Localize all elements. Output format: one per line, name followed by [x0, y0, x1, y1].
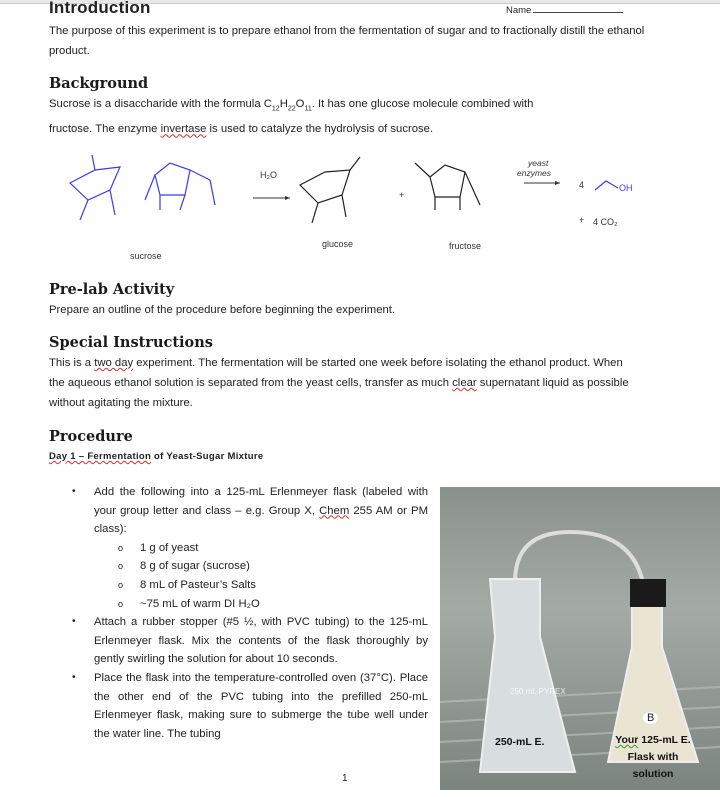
sucrose-structure [70, 155, 215, 220]
flask-photo [440, 487, 720, 790]
photo-caption-right: Your 125-mL E. Flask with solution [615, 734, 691, 780]
plus-sign-2: + [579, 215, 585, 225]
list-item: o 8 mL of Pasteur’s Salts [118, 576, 428, 595]
water-label: H₂O [260, 170, 277, 180]
special-heading: Special Instructions [49, 334, 213, 351]
procedure-heading: Procedure [49, 428, 133, 445]
list-item: o ~75 mL of warm DI H₂O [118, 595, 428, 614]
ethanol-coefficient: 4 [579, 180, 585, 190]
spellcheck-word: invertase [160, 123, 207, 136]
yeast-label: yeast [528, 158, 549, 168]
fructose-structure [415, 163, 480, 210]
list-item: • Add the following into a 125-mL Erlenmeyer flask (labeled with your group letter and class – e.g. Group X, Chem 255 AM or PM class): o 1 g of yeast o 8 g of sugar (sucrose) o 8 mL of Pasteur’s Salts o ~75 mL of warm DI H₂O [72, 483, 428, 613]
page-number: 1 [342, 773, 348, 784]
list-item: o 1 g of yeast [118, 539, 428, 558]
list-item: • Attach a rubber stopper (#5 ½, with PVC tubing) to the 125-mL Erlenmeyer flask. Mix the contents of the flask thoroughly by gently swirling the solution for about 10 seconds. [72, 613, 428, 669]
name-label: Name [506, 5, 532, 16]
background-text: Sucrose is a disaccharide with the formula $C_{12}H_{22}O_{11}$. It has one glucose molecule combined with fructose. The enzyme invertase is used to catalyze the hydrolysis of sucrose. [49, 98, 534, 136]
special-text: This is a two day experiment. The fermentation will be started one week before isolating the ethanol product. When the aqueous ethanol solution is separated from the yeast cells, transfer as much clear supernatant liquid as possible without agitating the mixture. [49, 357, 629, 409]
ethanol-oh: OH [619, 183, 633, 193]
enzymes-label: enzymes [517, 168, 552, 178]
prelab-text: Prepare an outline of the procedure before beginning the experiment. [49, 304, 396, 316]
intro-text: The purpose of this experiment is to prepare ethanol from the fermentation of sugar and to fractionally distill the ethanol product. [49, 25, 645, 57]
procedure-list [72, 483, 428, 743]
glucose-structure [300, 157, 360, 223]
ingredient-list [118, 539, 428, 613]
prelab-heading: Pre-lab Activity [49, 281, 175, 298]
structures-drawing [50, 145, 670, 265]
list-item: o 8 g of sugar (sucrose) [118, 557, 428, 576]
day1-subheading: Day 1 – Fermentation of Yeast-Sugar Mixture [49, 451, 264, 462]
co2-label: 4 CO₂ [593, 217, 618, 227]
plus-sign: + [399, 190, 405, 200]
list-item: • Place the flask into the temperature-controlled oven (37°C). Place the other end of the PVC tubing into the prefilled 250-mL Erlenmeyer flask, making sure to submerge the tube well under the water line. The tubing [72, 669, 428, 743]
background-heading: Background [49, 75, 149, 92]
name-field[interactable] [506, 5, 623, 16]
flask-mark: B [643, 712, 658, 724]
flask-print: 250 mL PYREX [510, 687, 566, 696]
glucose-label: glucose [322, 239, 354, 249]
fructose-label: fructose [449, 241, 482, 251]
reaction-diagram [50, 145, 670, 265]
sucrose-label: sucrose [130, 251, 162, 261]
photo-caption-left: 250-mL E. [495, 736, 545, 748]
intro-heading: Introduction [49, 0, 151, 17]
